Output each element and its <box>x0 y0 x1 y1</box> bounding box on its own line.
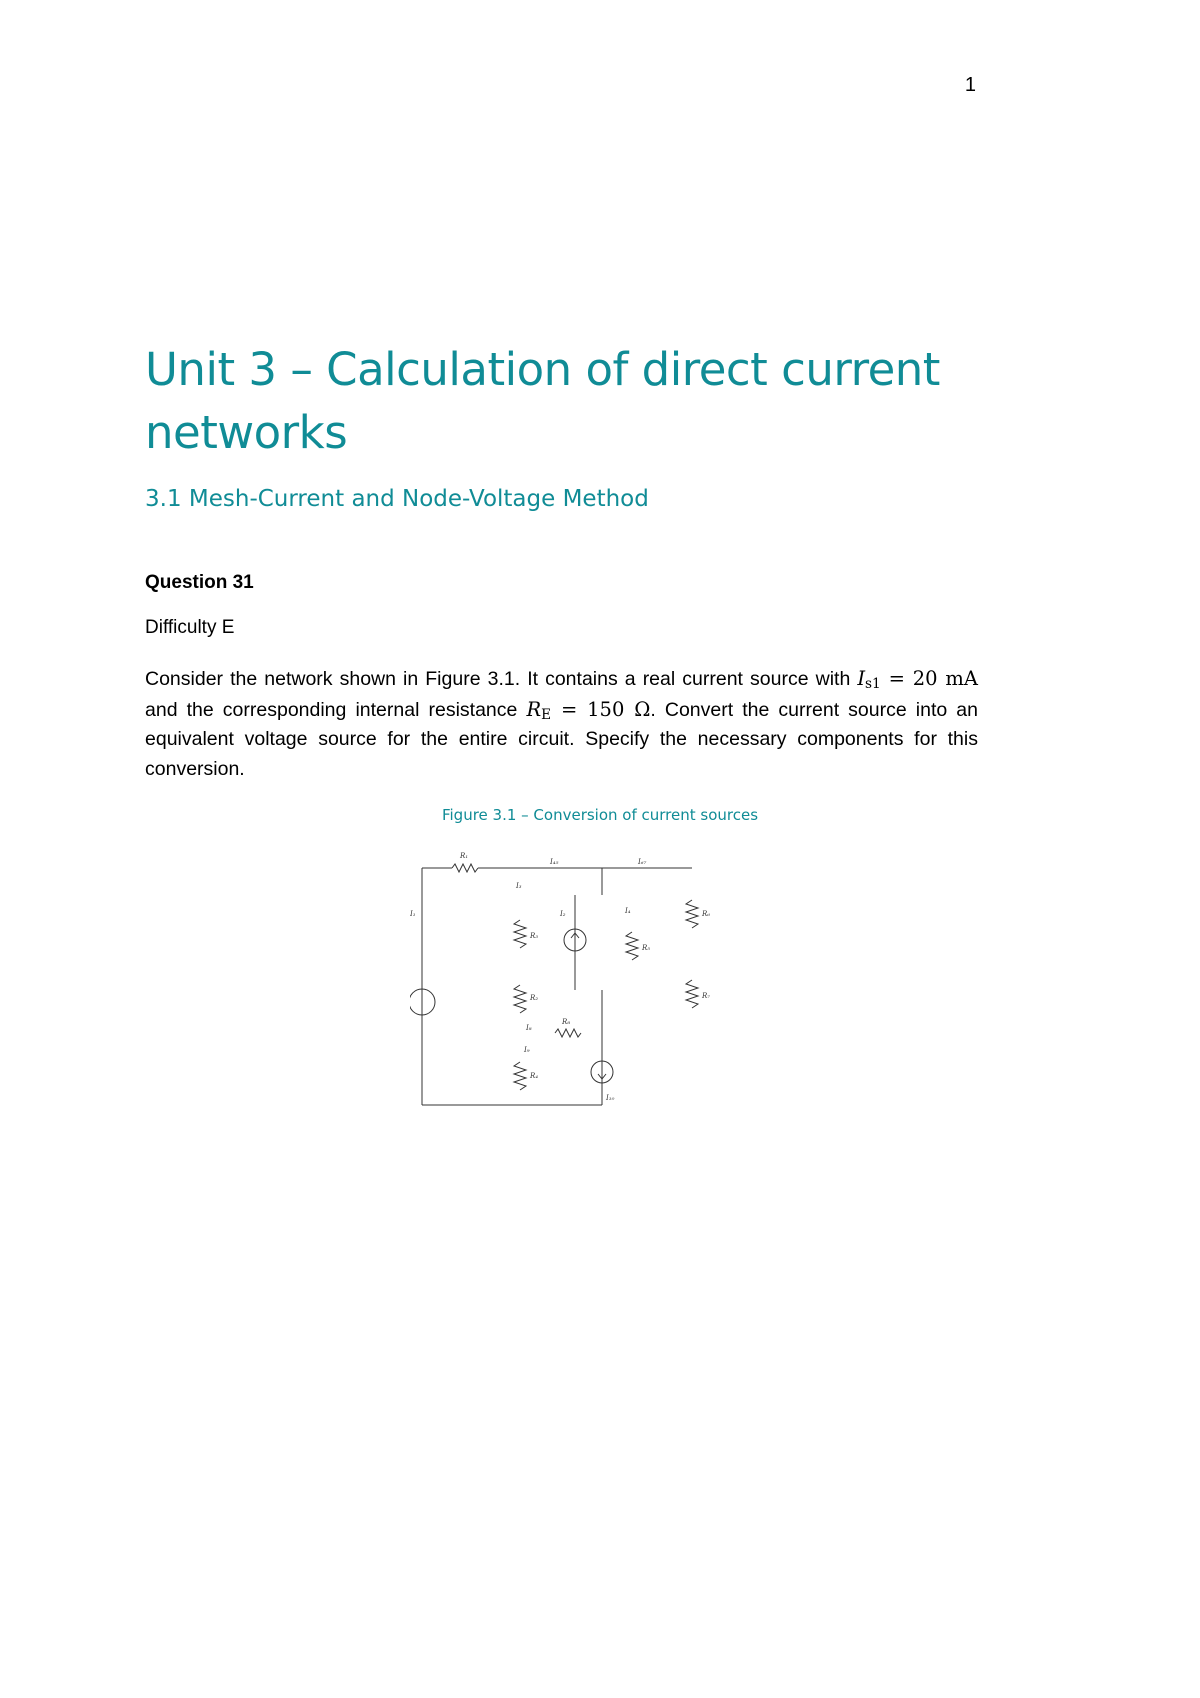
label-i-branch-a: I₃ <box>516 882 522 890</box>
is1-symbol: I <box>857 667 866 690</box>
re-value: = 150 Ω <box>551 697 651 721</box>
resistor-r8 <box>555 1029 581 1037</box>
label-r-c: R₂ <box>530 994 539 1002</box>
label-r-a: R₃ <box>530 932 539 940</box>
resistor-r5 <box>626 932 638 960</box>
current-source-value <box>857 667 978 690</box>
question-label: Question 31 <box>145 572 254 593</box>
question-text-part-3: . Convert the current source into an equivalent voltage source for the entire circuit. Specify the necessary components for this conversion. <box>145 698 978 780</box>
resistor-r4 <box>514 1062 526 1090</box>
re-subscript: E <box>541 706 552 723</box>
resistor-r2 <box>514 985 526 1013</box>
label-r-mid: R₈ <box>562 1018 571 1026</box>
is1-subscript: s1 <box>865 676 881 692</box>
is1-value: = 20 mA <box>880 667 978 690</box>
label-i-top-right: I₆₇ <box>638 858 647 866</box>
top-resistor <box>452 864 478 872</box>
label-r-right-bottom: R₇ <box>702 992 710 1000</box>
label-i-left: I₁ <box>410 910 416 918</box>
internal-resistance-value <box>526 698 650 721</box>
section-heading: 3.1 Mesh-Current and Node-Voltage Method <box>145 486 649 512</box>
figure-caption: Figure 3.1 – Conversion of current sources <box>441 806 759 824</box>
label-r-top: R₁ <box>460 852 469 860</box>
page-number: 1 <box>964 74 976 96</box>
label-i-bottom: I₁₀ <box>606 1094 615 1102</box>
circuit-figure <box>410 840 710 1120</box>
unit-title: Unit 3 – Calculation of direct current networks <box>145 343 940 459</box>
difficulty-label: Difficulty E <box>145 617 235 638</box>
resistor-r3 <box>514 920 526 948</box>
circuit-diagram <box>410 840 710 1120</box>
circuit-labels <box>410 852 710 1102</box>
label-i-mid: I₈ <box>526 1024 532 1032</box>
label-r-right-top: R₆ <box>702 910 710 918</box>
re-symbol: R <box>526 697 542 721</box>
question-text-part-1: Consider the network shown in Figure 3.1. It contains a real current source with <box>145 668 858 690</box>
resistor-r6 <box>686 900 698 928</box>
label-i-lower: I₉ <box>524 1046 530 1054</box>
label-i-top-mid: I₄₅ <box>550 858 559 866</box>
label-i-source-1: I₂ <box>560 910 566 918</box>
resistor-r7 <box>686 980 698 1008</box>
label-r-d: R₄ <box>530 1072 539 1080</box>
question-text <box>145 664 978 784</box>
label-r-b: R₅ <box>642 944 651 952</box>
question-text-part-2: and the corresponding internal resistance <box>145 698 527 721</box>
label-i-right-mid: I₄ <box>625 907 631 915</box>
